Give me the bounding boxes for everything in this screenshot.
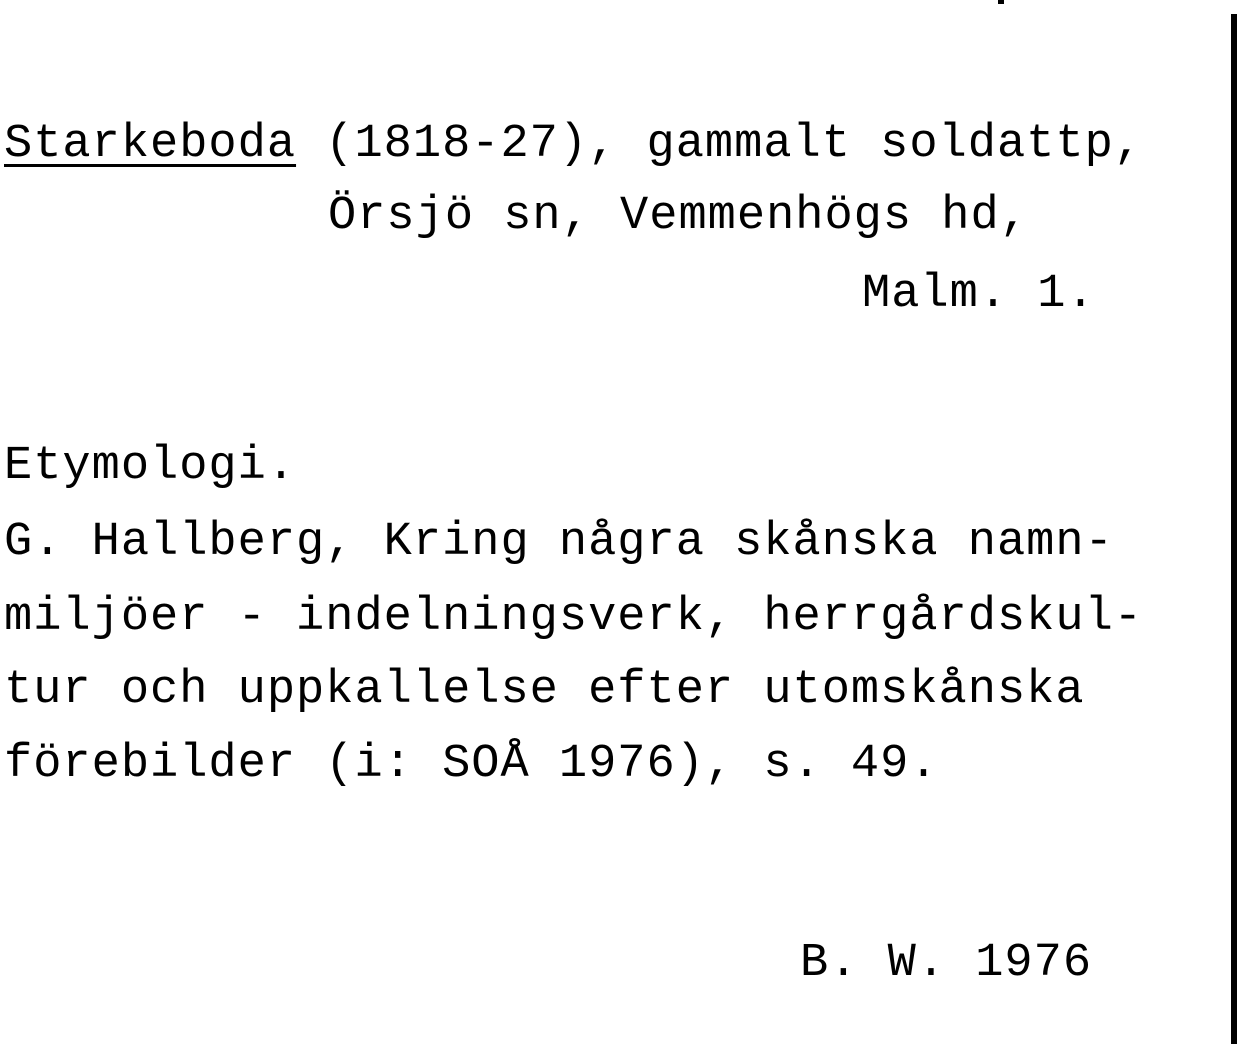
location-line: Örsjö sn, Vemmenhögs hd, (328, 190, 1029, 243)
top-mark (998, 0, 1004, 4)
headword: Starkeboda (4, 118, 297, 171)
reference-line-4: förebilder (i: SOÅ 1976), s. 49. (4, 738, 939, 791)
signature: B. W. 1976 (800, 937, 1093, 990)
region-line: Malm. 1. (862, 268, 1096, 321)
card-edge-line (1231, 14, 1237, 1044)
section-label: Etymologi. (4, 440, 297, 493)
reference-line-3: tur och uppkallelse efter utomskånska (4, 664, 1085, 717)
reference-line-1: G. Hallberg, Kring några skånska namn- (4, 516, 1114, 569)
heading-details: (1818-27), gammalt soldattp, (296, 118, 1143, 171)
reference-line-2: miljöer - indelningsverk, herrgårdskul- (4, 591, 1143, 644)
heading-line (4, 118, 1143, 172)
